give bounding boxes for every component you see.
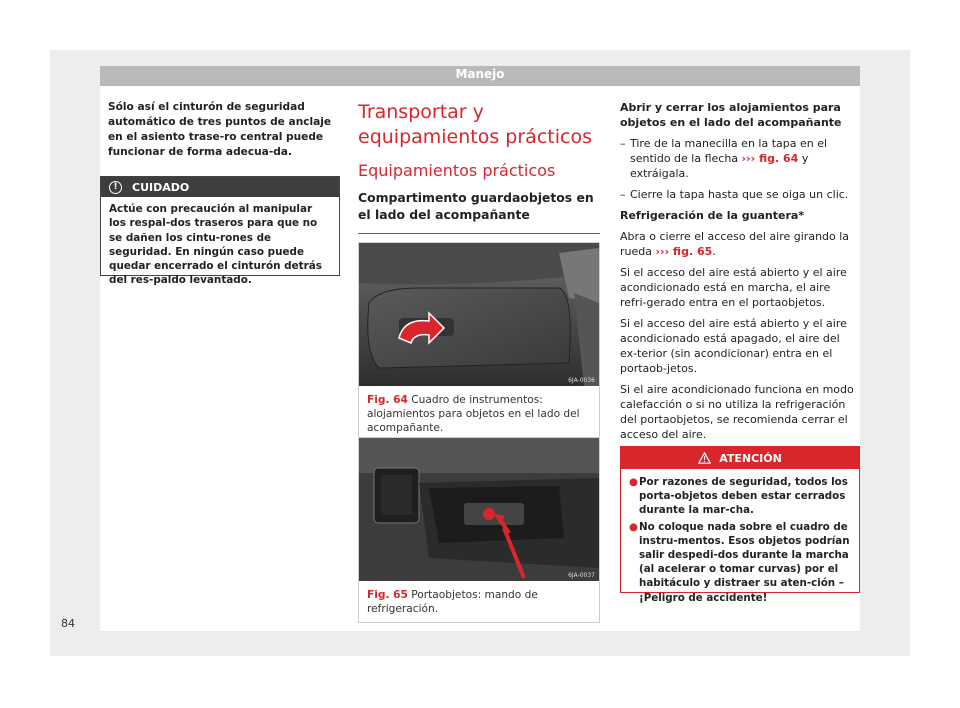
step-text: Tire de la manecilla en la tapa en el sentido de la flecha [630, 137, 828, 165]
heading-abrir-cerrar: Abrir y cerrar los alojamientos para objetos en el lado del acompañante [620, 101, 842, 129]
image-code: 6JA-0036 [568, 377, 595, 384]
middle-column [358, 100, 600, 223]
figure-64 [358, 242, 600, 442]
section-heading: Equipamientos prácticos [358, 161, 556, 180]
heading-refrigeracion: Refrigeración de la guantera* [620, 209, 805, 222]
figure-caption [359, 386, 599, 441]
warning-icon [698, 452, 711, 464]
paragraph: Si el acceso del aire está abierto y el aire acondicionado está en marcha, el aire refri-gerado entra en el portaobjetos. [620, 266, 847, 309]
info-icon: ! [109, 181, 122, 194]
figure-label: Fig. 64 [367, 394, 408, 406]
cuidado-title: CUIDADO [132, 180, 190, 194]
warning-item: ● No coloque nada sobre el cuadro de instru-mentos. Esos objetos podrían salir despedi-dos durante la marcha (al acelerar o tomar curvas) por el habitáculo y distraer su aten-ción – ¡Peligro de accidente! [629, 520, 850, 604]
cuidado-header [101, 177, 339, 197]
right-column [620, 100, 860, 448]
page-number: 84 [61, 617, 75, 630]
figure-caption-text: Portaobjetos: mando de refrigeración. [367, 589, 538, 615]
left-column [108, 100, 340, 160]
atencion-header [621, 447, 859, 469]
step-text: Cierre la tapa hasta que se oiga un clic. [630, 188, 849, 201]
step-item: – Cierre la tapa hasta que se oiga un clic. [620, 188, 849, 201]
figure-reference-link[interactable]: ››› fig. 65 [655, 245, 713, 258]
cuidado-box [100, 176, 340, 287]
air-control-photo [359, 438, 599, 581]
heading-rule [358, 233, 600, 234]
paragraph: Si el acceso del aire está abierto y el aire acondicionado está apagado, el aire del ex-terior (sin acondicionar) entra en el portaob-jetos. [620, 317, 847, 375]
atencion-title: ATENCIÓN [719, 451, 782, 465]
image-code: 6JA-0037 [568, 572, 595, 579]
figure-label: Fig. 65 [367, 589, 408, 601]
intro-text: Sólo así el cinturón de seguridad automático de tres puntos de anclaje en el asiento trase-ro central puede funcionar de forma adecua-da. [108, 101, 332, 158]
subsection-heading: Compartimento guardaobjetos en el lado del acompañante [358, 190, 594, 222]
figure-reference-link[interactable]: ››› fig. 64 [741, 152, 799, 165]
warning-item: ● Por razones de seguridad, todos los porta-objetos deben estar cerrados durante la mar-cha. [629, 476, 848, 517]
glovebox-photo [359, 243, 599, 386]
figure-65 [358, 437, 600, 623]
atencion-body [621, 469, 859, 613]
paragraph: Abra o cierre el acceso del aire girando la rueda ››› fig. 65. [620, 230, 850, 258]
atencion-box [620, 446, 860, 604]
figure-caption [359, 581, 599, 622]
section-title: Manejo [455, 67, 505, 81]
step-item: – Tire de la manecilla en la tapa en el sentido de la flecha ››› fig. 64 y extráigala. [620, 137, 828, 180]
chapter-heading: Transportar y equipamientos prácticos [358, 101, 592, 148]
paragraph: Si el aire acondicionado funciona en modo calefacción o si no utiliza la refrigeración del portaobjetos, se recomienda cerrar el acceso del aire. [620, 383, 854, 441]
figure-caption-text: Cuadro de instrumentos: alojamientos para objetos en el lado del acompañante. [367, 394, 580, 434]
cuidado-body: Actúe con precaución al manipular los respal-dos traseros para que no se dañen los cintu-rones de seguridad. En ningún caso puede quedar encerrado el cinturón detrás del res-paldo levantado. [109, 203, 322, 287]
step-text: y extráigala. [630, 152, 809, 180]
